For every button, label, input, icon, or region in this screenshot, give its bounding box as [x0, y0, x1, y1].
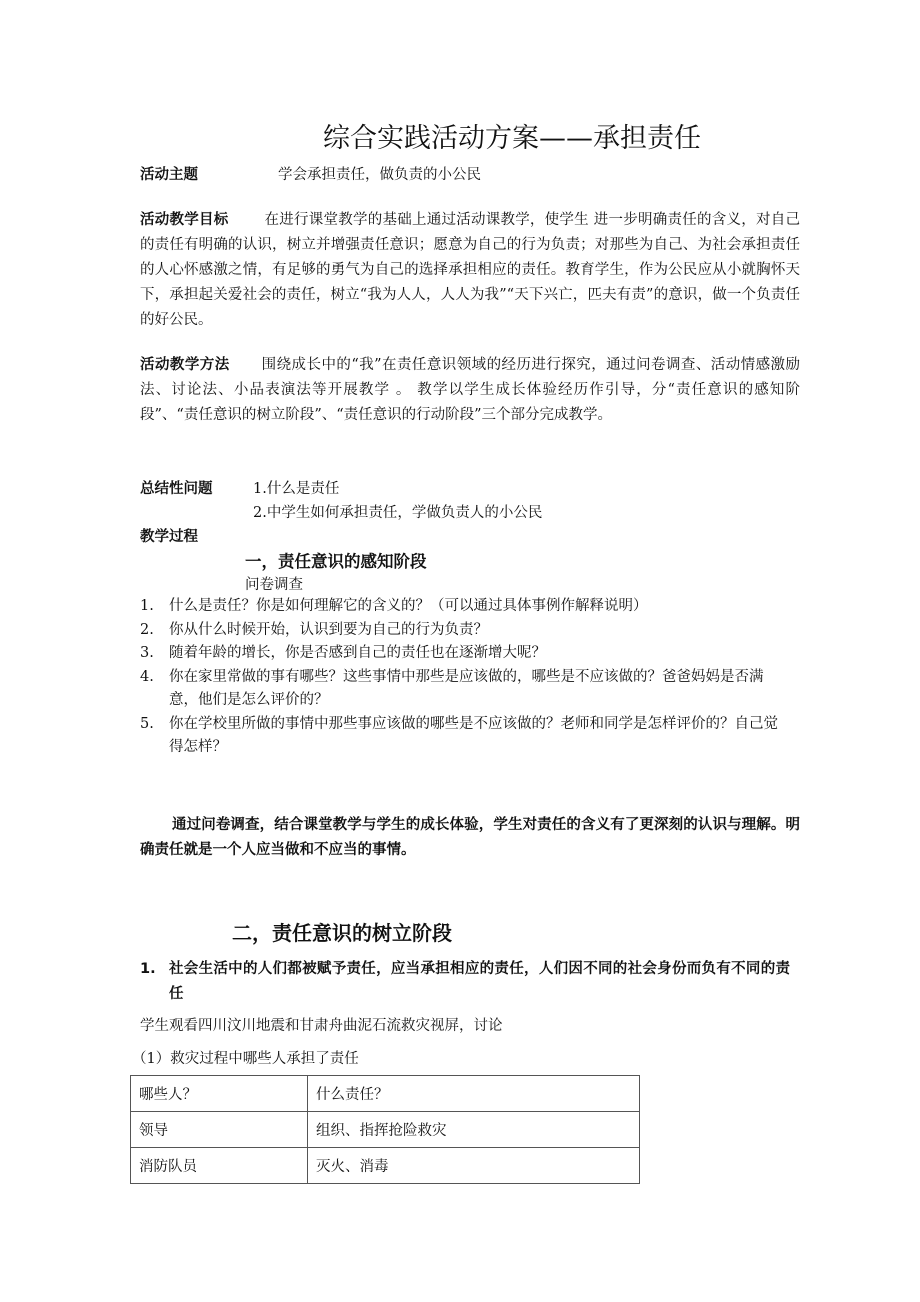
goal-paragraph [140, 208, 800, 333]
stage1-subheading: 问卷调查 [245, 577, 303, 593]
summary-question-2: 2.中学生如何承担责任，学做负责人的小公民 [253, 505, 543, 521]
summary-question-1: 1.什么是责任 [253, 481, 340, 497]
list-item: 4. 你在家里常做的事有哪些？这些事情中那些是应该做的，哪些是不应该做的？爸爸妈妈是否满意，他们是怎么评价的？ [140, 668, 764, 708]
table-cell: 消防队员 [131, 1148, 308, 1184]
theme-row [140, 163, 481, 184]
table-cell: 组织、指挥抢险救灾 [308, 1112, 640, 1148]
table-cell: 领导 [131, 1112, 308, 1148]
list-item: 1. 什么是责任？你是如何理解它的含义的？（可以通过具体事例作解释说明） [140, 598, 648, 614]
table-row [131, 1076, 640, 1112]
survey-question-list [140, 595, 790, 760]
method-label: 活动教学方法 [140, 357, 230, 373]
goal-label: 活动教学目标 [140, 212, 229, 228]
stage1-heading: 一，责任意识的感知阶段 [245, 552, 427, 571]
list-item: 2. 你从什么时候开始，认识到要为自己的行为负责？ [140, 621, 488, 638]
stage2-point-1: 1. 社会生活中的人们都被赋予责任，应当承担相应的责任，人们因不同的社会身份而负有不同的责任 [140, 961, 790, 1002]
process-label: 教学过程 [140, 529, 198, 545]
theme-label: 活动主题 [140, 167, 198, 183]
goal-text: 在进行课堂教学的基础上通过活动课教学，使学生 进一步明确责任的含义，对自己的责任有明确的认识，树立并增强责任意识；愿意为自己的行为负责；对那些为自己、为社会承担责任的人心怀感激之情，有足够的勇气为自己的选择承担相应的责任。教育学生，作为公民应从小就胸怀天下，承担起关爱社会的责任，树立“我为人人，人人为我”“天下兴亡，匹夫有责”的意识，做一个负责任的好公民。 [140, 212, 800, 328]
table-row [131, 1112, 640, 1148]
list-item: 5. 你在学校里所做的事情中那些事应该做的哪些是不应该做的？老师和同学是怎样评价的？自己觉得怎样？ [140, 715, 778, 755]
theme-text: 学会承担责任，做负责的小公民 [278, 167, 481, 183]
stage2-watch-text: 学生观看四川汶川地震和甘肃舟曲泥石流救灾视屏，讨论 [140, 1018, 503, 1034]
table-cell: 什么责任？ [308, 1076, 640, 1112]
stage2-heading: 二，责任意识的树立阶段 [232, 921, 452, 945]
table-cell: 灭火、消毒 [308, 1148, 640, 1184]
table-row [131, 1148, 640, 1184]
responsibility-table [130, 1075, 640, 1184]
method-paragraph [140, 353, 800, 428]
summary-label: 总结性问题 [140, 481, 213, 497]
document-title: 综合实践活动方案——承担责任 [323, 123, 701, 154]
method-text: 围绕成长中的“我”在责任意识领域的经历进行探究，通过问卷调查、活动情感激励法、讨论法、小品表演法等开展教学 。 教学以学生成长体验经历作引导，分“责任意识的感知阶段”、“责任意识的树立阶段”、“责任意识的行动阶段”三个部分完成教学。 [140, 357, 800, 423]
list-item: 3. 随着年龄的增长，你是否感到自己的责任也在逐渐增大呢？ [140, 645, 546, 661]
stage2-question-1: （1）救灾过程中哪些人承担了责任 [132, 1051, 359, 1067]
stage1-conclusion: 通过问卷调查，结合课堂教学与学生的成长体验，学生对责任的含义有了更深刻的认识与理解。明确责任就是一个人应当做和不应当的事情。 [140, 817, 800, 858]
table-cell: 哪些人？ [131, 1076, 308, 1112]
